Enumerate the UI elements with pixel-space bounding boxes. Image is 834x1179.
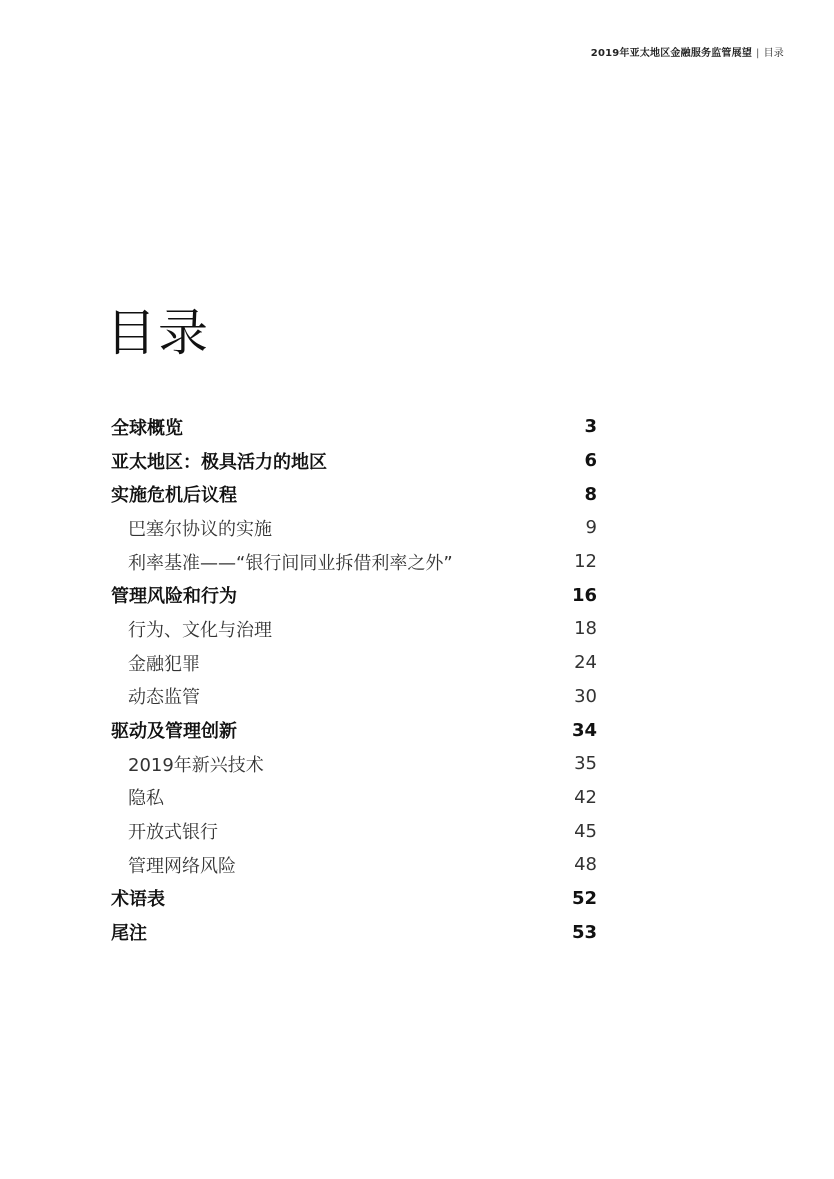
toc-label: 隐私 — [128, 788, 164, 810]
toc-row-15[interactable] — [111, 915, 597, 949]
report-title: 2019年亚太地区金融服务监管展望 — [590, 48, 753, 59]
toc-label: 尾注 — [111, 923, 147, 945]
toc-page-number: 48 — [574, 854, 597, 876]
toc-row-14[interactable] — [111, 882, 597, 916]
toc-row-13[interactable] — [111, 848, 597, 882]
header-separator: | — [756, 48, 760, 59]
toc-row-6[interactable] — [111, 612, 597, 646]
toc-page-number: 16 — [571, 584, 597, 606]
toc-page-number: 6 — [584, 450, 597, 472]
toc-label: 亚太地区：极具活力的地区 — [111, 451, 327, 473]
toc-label: 开放式银行 — [128, 822, 218, 844]
toc-row-3[interactable] — [111, 511, 597, 545]
toc-label: 实施危机后议程 — [111, 485, 237, 507]
table-of-contents — [111, 410, 597, 949]
toc-row-12[interactable] — [111, 814, 597, 848]
toc-page-number: 34 — [571, 719, 597, 741]
toc-page-number: 3 — [584, 416, 597, 438]
toc-page-number: 9 — [585, 517, 597, 539]
toc-row-2[interactable] — [111, 477, 597, 511]
page-title: 目录 — [106, 304, 210, 362]
toc-label: 行为、文化与治理 — [128, 619, 272, 641]
toc-page-number: 24 — [574, 652, 597, 674]
toc-label: 动态监管 — [128, 687, 200, 709]
toc-row-4[interactable] — [111, 545, 597, 579]
toc-page-number: 52 — [571, 887, 597, 909]
toc-label: 管理风险和行为 — [111, 586, 237, 608]
running-header — [591, 44, 784, 59]
toc-label: 全球概览 — [111, 417, 183, 439]
toc-page-number: 45 — [574, 820, 597, 842]
toc-label: 金融犯罪 — [128, 653, 200, 675]
toc-label: 管理网络风险 — [128, 855, 236, 877]
toc-row-7[interactable] — [111, 646, 597, 680]
toc-row-11[interactable] — [111, 781, 597, 815]
toc-page-number: 8 — [584, 483, 597, 505]
toc-row-5[interactable] — [111, 578, 597, 612]
toc-row-1[interactable] — [111, 444, 597, 478]
toc-label: 驱动及管理创新 — [111, 721, 237, 743]
toc-page-number: 12 — [574, 551, 597, 573]
toc-page-number: 18 — [574, 618, 597, 640]
toc-page-number: 42 — [574, 786, 597, 808]
toc-page-number: 35 — [574, 753, 597, 775]
header-section: 目录 — [763, 48, 784, 59]
toc-label: 巴塞尔协议的实施 — [128, 518, 272, 540]
toc-page-number: 30 — [574, 685, 597, 707]
toc-row-8[interactable] — [111, 680, 597, 714]
toc-label: 术语表 — [111, 889, 165, 911]
toc-label: 2019年新兴技术 — [128, 754, 264, 776]
toc-row-10[interactable] — [111, 747, 597, 781]
toc-row-0[interactable] — [111, 410, 597, 444]
toc-row-9[interactable] — [111, 713, 597, 747]
toc-label: 利率基准——“银行间同业拆借利率之外” — [128, 552, 453, 574]
toc-page-number: 53 — [571, 921, 597, 943]
